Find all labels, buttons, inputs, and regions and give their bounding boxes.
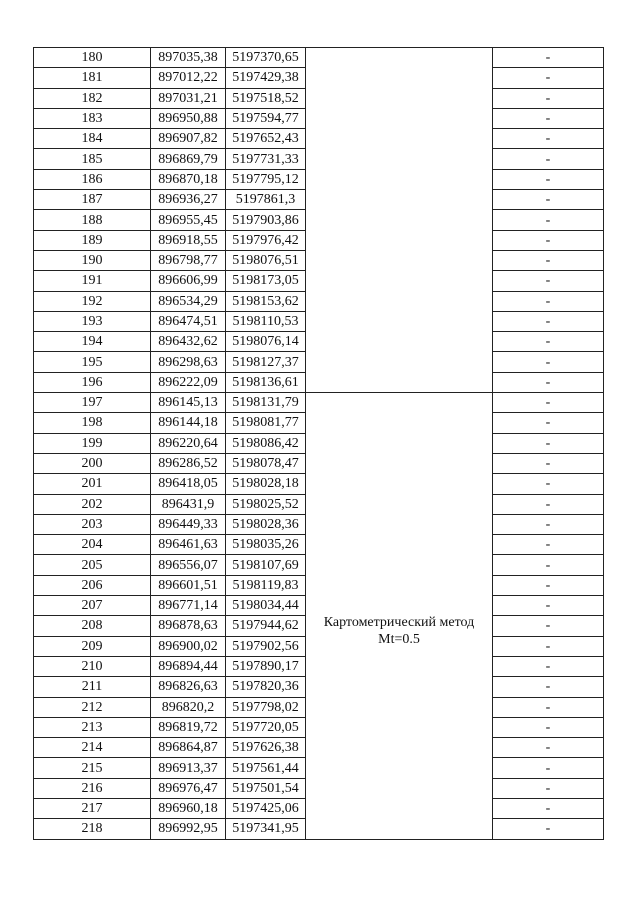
x-coordinate-cell: 896819,72 (151, 717, 226, 737)
y-coordinate-cell: 5197501,54 (226, 778, 306, 798)
accuracy-cell: - (493, 291, 604, 311)
y-coordinate-cell: 5197370,65 (226, 48, 306, 68)
accuracy-cell: - (493, 636, 604, 656)
x-coordinate-cell: 896418,05 (151, 474, 226, 494)
point-number-cell: 208 (34, 616, 151, 636)
accuracy-cell: - (493, 372, 604, 392)
accuracy-cell: - (493, 68, 604, 88)
accuracy-cell: - (493, 129, 604, 149)
y-coordinate-cell: 5197561,44 (226, 758, 306, 778)
accuracy-cell: - (493, 575, 604, 595)
point-number-cell: 185 (34, 149, 151, 169)
accuracy-cell: - (493, 616, 604, 636)
point-number-cell: 211 (34, 677, 151, 697)
x-coordinate-cell: 896918,55 (151, 230, 226, 250)
accuracy-cell: - (493, 169, 604, 189)
point-number-cell: 203 (34, 514, 151, 534)
point-number-cell: 218 (34, 819, 151, 839)
x-coordinate-cell: 896870,18 (151, 169, 226, 189)
x-coordinate-cell: 896461,63 (151, 535, 226, 555)
x-coordinate-cell: 896771,14 (151, 596, 226, 616)
accuracy-cell: - (493, 535, 604, 555)
accuracy-cell: - (493, 819, 604, 839)
x-coordinate-cell: 896449,33 (151, 514, 226, 534)
y-coordinate-cell: 5197902,56 (226, 636, 306, 656)
accuracy-cell: - (493, 474, 604, 494)
y-coordinate-cell: 5198086,42 (226, 433, 306, 453)
accuracy-cell: - (493, 311, 604, 331)
y-coordinate-cell: 5198131,79 (226, 393, 306, 413)
point-number-cell: 193 (34, 311, 151, 331)
method-cell (306, 393, 493, 840)
x-coordinate-cell: 897012,22 (151, 68, 226, 88)
point-number-cell: 206 (34, 575, 151, 595)
point-number-cell: 196 (34, 372, 151, 392)
x-coordinate-cell: 896601,51 (151, 575, 226, 595)
y-coordinate-cell: 5197594,77 (226, 108, 306, 128)
point-number-cell: 180 (34, 48, 151, 68)
y-coordinate-cell: 5198136,61 (226, 372, 306, 392)
x-coordinate-cell: 896286,52 (151, 453, 226, 473)
accuracy-cell: - (493, 48, 604, 68)
y-coordinate-cell: 5198076,14 (226, 332, 306, 352)
point-number-cell: 204 (34, 535, 151, 555)
point-number-cell: 184 (34, 129, 151, 149)
point-number-cell: 207 (34, 596, 151, 616)
point-number-cell: 187 (34, 190, 151, 210)
x-coordinate-cell: 896864,87 (151, 738, 226, 758)
x-coordinate-cell: 896431,9 (151, 494, 226, 514)
y-coordinate-cell: 5198153,62 (226, 291, 306, 311)
accuracy-cell: - (493, 230, 604, 250)
y-coordinate-cell: 5197944,62 (226, 616, 306, 636)
x-coordinate-cell: 896606,99 (151, 271, 226, 291)
y-coordinate-cell: 5198081,77 (226, 413, 306, 433)
x-coordinate-cell: 896992,95 (151, 819, 226, 839)
y-coordinate-cell: 5198119,83 (226, 575, 306, 595)
y-coordinate-cell: 5198173,05 (226, 271, 306, 291)
accuracy-cell: - (493, 656, 604, 676)
point-number-cell: 216 (34, 778, 151, 798)
point-number-cell: 214 (34, 738, 151, 758)
accuracy-cell: - (493, 413, 604, 433)
y-coordinate-cell: 5198078,47 (226, 453, 306, 473)
accuracy-cell: - (493, 190, 604, 210)
y-coordinate-cell: 5198025,52 (226, 494, 306, 514)
point-number-cell: 191 (34, 271, 151, 291)
x-coordinate-cell: 896220,64 (151, 433, 226, 453)
y-coordinate-cell: 5197425,06 (226, 798, 306, 818)
point-number-cell: 202 (34, 494, 151, 514)
y-coordinate-cell: 5198035,26 (226, 535, 306, 555)
x-coordinate-cell: 896144,18 (151, 413, 226, 433)
accuracy-cell: - (493, 677, 604, 697)
x-coordinate-cell: 896976,47 (151, 778, 226, 798)
accuracy-cell: - (493, 88, 604, 108)
point-number-cell: 192 (34, 291, 151, 311)
point-number-cell: 190 (34, 250, 151, 270)
y-coordinate-cell: 5197429,38 (226, 68, 306, 88)
point-number-cell: 181 (34, 68, 151, 88)
accuracy-cell: - (493, 555, 604, 575)
accuracy-cell: - (493, 271, 604, 291)
x-coordinate-cell: 896474,51 (151, 311, 226, 331)
accuracy-cell: - (493, 433, 604, 453)
table-row (34, 393, 604, 413)
point-number-cell: 188 (34, 210, 151, 230)
accuracy-cell: - (493, 697, 604, 717)
x-coordinate-cell: 896820,2 (151, 697, 226, 717)
accuracy-cell: - (493, 149, 604, 169)
x-coordinate-cell: 896907,82 (151, 129, 226, 149)
y-coordinate-cell: 5198076,51 (226, 250, 306, 270)
accuracy-cell: - (493, 108, 604, 128)
y-coordinate-cell: 5197626,38 (226, 738, 306, 758)
point-number-cell: 205 (34, 555, 151, 575)
coordinates-table (33, 47, 604, 840)
method-accuracy-text: Mt=0.5 (378, 631, 420, 647)
y-coordinate-cell: 5198028,18 (226, 474, 306, 494)
accuracy-cell: - (493, 332, 604, 352)
x-coordinate-cell: 896556,07 (151, 555, 226, 575)
accuracy-cell: - (493, 778, 604, 798)
x-coordinate-cell: 896222,09 (151, 372, 226, 392)
x-coordinate-cell: 896798,77 (151, 250, 226, 270)
y-coordinate-cell: 5197341,95 (226, 819, 306, 839)
point-number-cell: 197 (34, 393, 151, 413)
x-coordinate-cell: 896869,79 (151, 149, 226, 169)
point-number-cell: 186 (34, 169, 151, 189)
accuracy-cell: - (493, 596, 604, 616)
point-number-cell: 215 (34, 758, 151, 778)
accuracy-cell: - (493, 798, 604, 818)
y-coordinate-cell: 5197795,12 (226, 169, 306, 189)
y-coordinate-cell: 5197720,05 (226, 717, 306, 737)
accuracy-cell: - (493, 210, 604, 230)
point-number-cell: 189 (34, 230, 151, 250)
y-coordinate-cell: 5197652,43 (226, 129, 306, 149)
x-coordinate-cell: 897031,21 (151, 88, 226, 108)
point-number-cell: 198 (34, 413, 151, 433)
x-coordinate-cell: 896878,63 (151, 616, 226, 636)
table-body (34, 48, 604, 840)
x-coordinate-cell: 896826,63 (151, 677, 226, 697)
point-number-cell: 200 (34, 453, 151, 473)
point-number-cell: 199 (34, 433, 151, 453)
accuracy-cell: - (493, 717, 604, 737)
x-coordinate-cell: 896936,27 (151, 190, 226, 210)
x-coordinate-cell: 896955,45 (151, 210, 226, 230)
y-coordinate-cell: 5198107,69 (226, 555, 306, 575)
y-coordinate-cell: 5197903,86 (226, 210, 306, 230)
y-coordinate-cell: 5198028,36 (226, 514, 306, 534)
x-coordinate-cell: 896894,44 (151, 656, 226, 676)
y-coordinate-cell: 5197861,3 (226, 190, 306, 210)
x-coordinate-cell: 896534,29 (151, 291, 226, 311)
accuracy-cell: - (493, 758, 604, 778)
point-number-cell: 209 (34, 636, 151, 656)
x-coordinate-cell: 896432,62 (151, 332, 226, 352)
y-coordinate-cell: 5197731,33 (226, 149, 306, 169)
method-cell-empty (306, 48, 493, 393)
y-coordinate-cell: 5198034,44 (226, 596, 306, 616)
x-coordinate-cell: 896145,13 (151, 393, 226, 413)
y-coordinate-cell: 5197890,17 (226, 656, 306, 676)
accuracy-cell: - (493, 514, 604, 534)
x-coordinate-cell: 897035,38 (151, 48, 226, 68)
y-coordinate-cell: 5197518,52 (226, 88, 306, 108)
point-number-cell: 210 (34, 656, 151, 676)
x-coordinate-cell: 896950,88 (151, 108, 226, 128)
y-coordinate-cell: 5198127,37 (226, 352, 306, 372)
x-coordinate-cell: 896298,63 (151, 352, 226, 372)
method-name-text: Картометрический метод (323, 614, 475, 630)
accuracy-cell: - (493, 352, 604, 372)
y-coordinate-cell: 5197820,36 (226, 677, 306, 697)
point-number-cell: 182 (34, 88, 151, 108)
point-number-cell: 217 (34, 798, 151, 818)
x-coordinate-cell: 896900,02 (151, 636, 226, 656)
y-coordinate-cell: 5197976,42 (226, 230, 306, 250)
accuracy-cell: - (493, 250, 604, 270)
point-number-cell: 201 (34, 474, 151, 494)
point-number-cell: 212 (34, 697, 151, 717)
point-number-cell: 213 (34, 717, 151, 737)
accuracy-cell: - (493, 453, 604, 473)
y-coordinate-cell: 5197798,02 (226, 697, 306, 717)
point-number-cell: 195 (34, 352, 151, 372)
accuracy-cell: - (493, 393, 604, 413)
x-coordinate-cell: 896960,18 (151, 798, 226, 818)
accuracy-cell: - (493, 738, 604, 758)
x-coordinate-cell: 896913,37 (151, 758, 226, 778)
table-row (34, 48, 604, 68)
accuracy-cell: - (493, 494, 604, 514)
point-number-cell: 183 (34, 108, 151, 128)
point-number-cell: 194 (34, 332, 151, 352)
y-coordinate-cell: 5198110,53 (226, 311, 306, 331)
